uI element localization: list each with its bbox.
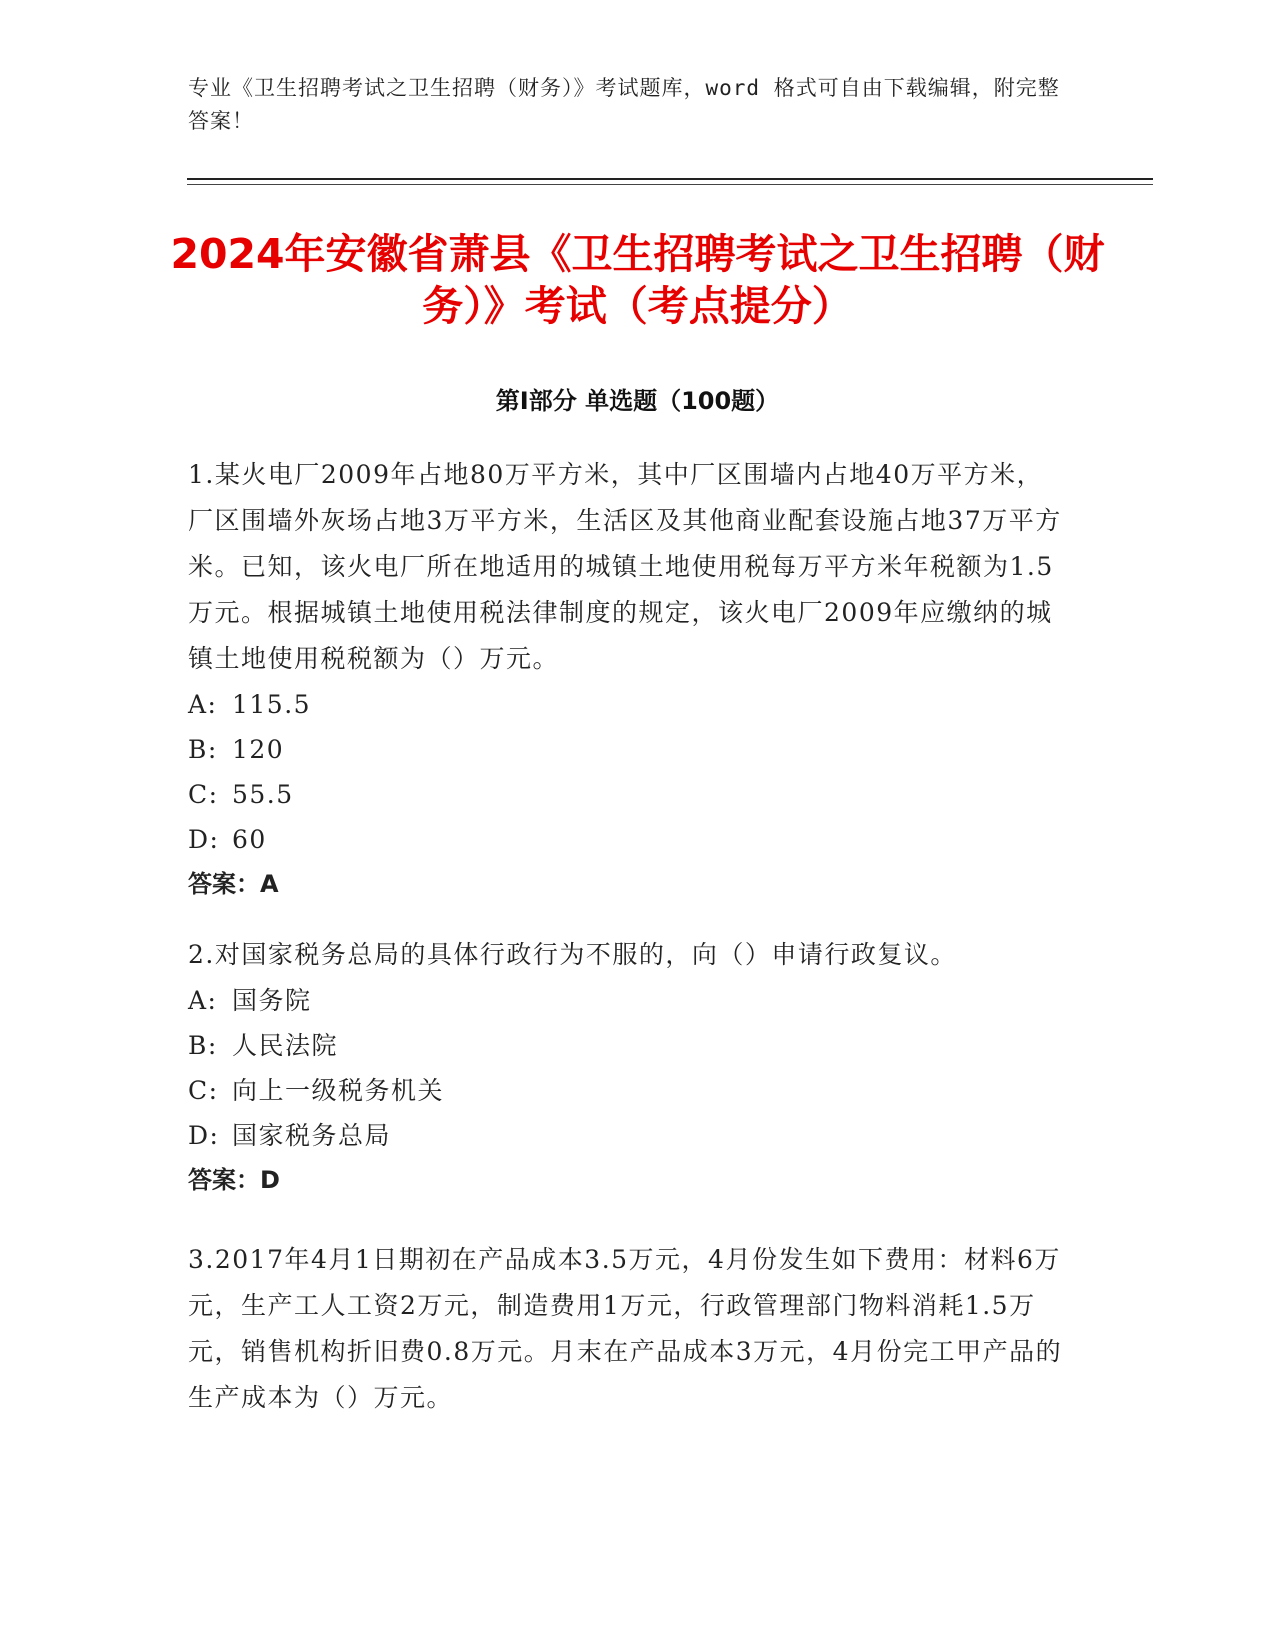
question-1-answer: 答案：A: [188, 870, 279, 898]
question-2-option-a: [188, 978, 1068, 1023]
question-2-option-b: [188, 1023, 1068, 1068]
option-key: D:: [188, 825, 220, 854]
option-key: C:: [188, 1076, 219, 1105]
question-3: [188, 1237, 1068, 1421]
option-text: 人民法院: [232, 1031, 339, 1060]
option-text: 55.5: [232, 780, 294, 809]
question-2: [188, 932, 1068, 1203]
option-text: 60: [232, 825, 267, 854]
question-2-text: 2.对国家税务总局的具体行政行为不服的，向（）申请行政复议。: [188, 940, 957, 969]
question-1-option-c: [188, 772, 1068, 817]
question-1-text: 1.某火电厂2009年占地80万平方米，其中厂区围墙内占地40万平方米，厂区围墙外灰场占地3万平方米，生活区及其他商业配套设施占地37万平方米。已知，该火电厂所在地适用的城镇土地使用税每万平方米年税额为1.5万元。根据城镇土地使用税法律制度的规定，该火电厂2009年应缴纳的城镇土地使用税税额为（）万元。: [188, 460, 1062, 673]
question-1-option-d: [188, 817, 1068, 862]
option-text: 国务院: [232, 986, 312, 1015]
question-2-option-d: [188, 1113, 1068, 1158]
option-key: B:: [188, 735, 218, 764]
option-key: A:: [188, 690, 218, 719]
question-3-text: 3.2017年4月1日期初在产品成本3.5万元，4月份发生如下费用：材料6万元，生产工人工资2万元，制造费用1万元，行政管理部门物料消耗1.5万元，销售机构折旧费0.8万元。月末在产品成本3万元，4月份完工甲产品的生产成本为（）万元。: [188, 1245, 1063, 1412]
option-text: 120: [232, 735, 285, 764]
section-title: 第Ⅰ部分 单选题（100题）: [495, 387, 780, 415]
option-key: A:: [188, 986, 218, 1015]
document-title: 2024年安徽省萧县《卫生招聘考试之卫生招聘（财务）》考试（考点提分）: [170, 230, 1105, 330]
question-2-answer: 答案：D: [188, 1166, 280, 1194]
question-1: [188, 452, 1068, 907]
option-key: B:: [188, 1031, 218, 1060]
question-1-option-b: [188, 727, 1068, 772]
option-text: 国家税务总局: [232, 1121, 392, 1150]
option-key: C:: [188, 780, 219, 809]
question-2-option-c: [188, 1068, 1068, 1113]
option-key: D:: [188, 1121, 220, 1150]
question-1-option-a: [188, 682, 1068, 727]
header-rule-thin: [187, 184, 1153, 185]
header-note: 专业《卫生招聘考试之卫生招聘（财务）》考试题库，word 格式可自由下载编辑，附完整答案！: [188, 76, 1060, 133]
header-rule-thick: [187, 178, 1153, 180]
option-text: 向上一级税务机关: [232, 1076, 445, 1105]
option-text: 115.5: [232, 690, 312, 719]
